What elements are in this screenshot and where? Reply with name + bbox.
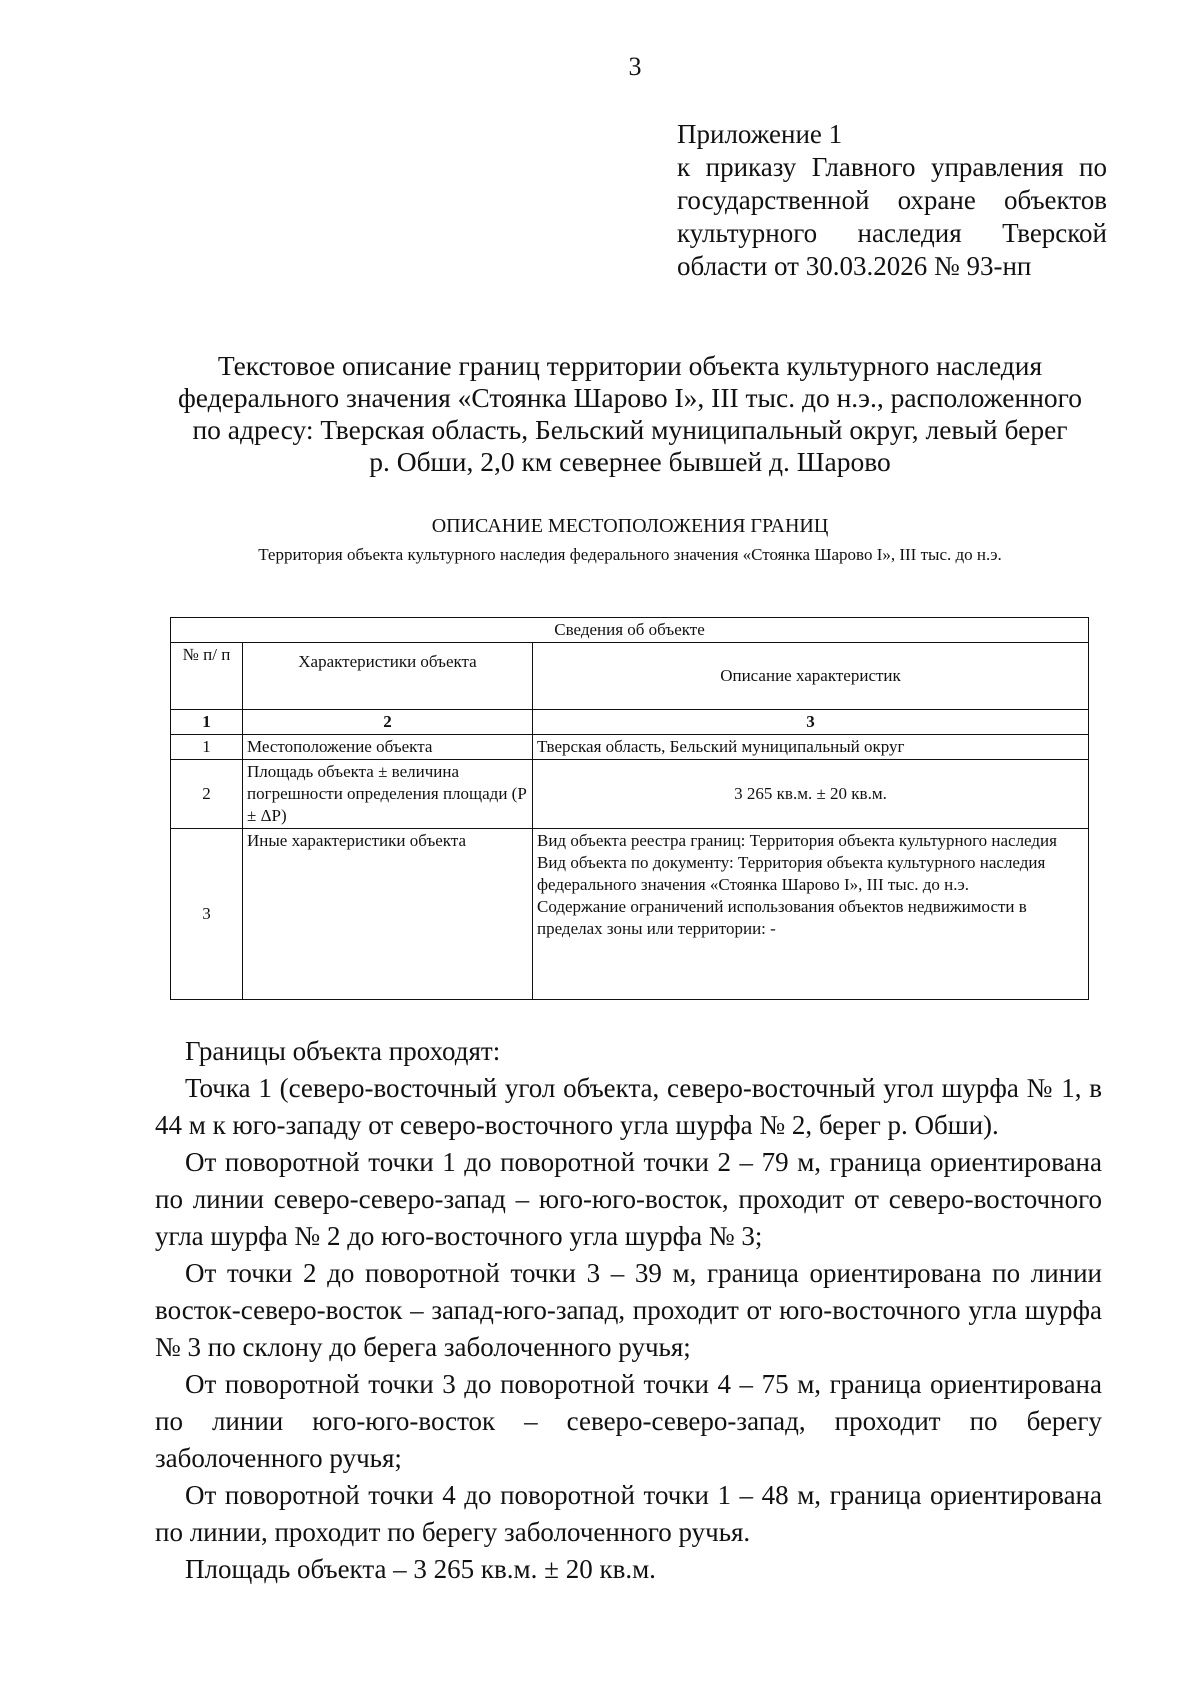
row-1-desc: Тверская область, Бельский муниципальный округ xyxy=(533,735,1089,760)
table-row xyxy=(171,829,1089,1000)
annex-line-3: государственной охране объектов xyxy=(677,185,1107,215)
row-1-name: Местоположение объекта xyxy=(243,735,533,760)
annex-block xyxy=(677,118,1107,283)
paragraph-segment-2-3: От точки 2 до поворотной точки 3 – 39 м, граница ориентирована по линии восток-северо-восток – запад-юго-запад, проходит от юго-восточного угла шурфа № 3 по склону до берега заболоченного ручья; xyxy=(155,1258,1102,1362)
paragraph-area: Площадь объекта – 3 265 кв.м. ± 20 кв.м. xyxy=(185,1554,656,1584)
paragraph-intro: Границы объекта проходят: xyxy=(185,1036,501,1066)
section-heading: ОПИСАНИЕ МЕСТОПОЛОЖЕНИЯ ГРАНИЦ xyxy=(431,515,829,537)
annex-line-2: к приказу Главного управления по xyxy=(677,152,1107,182)
paragraph-segment-1-2: От поворотной точки 1 до поворотной точки 2 – 79 м, граница ориентирована по линии северо-северо-запад – юго-юго-восток, проходит от северо-восточного угла шурфа № 2 до юго-восточного угла шурфа № 3; xyxy=(155,1147,1102,1251)
table-row xyxy=(171,735,1089,760)
header-characteristics: Характеристики объекта xyxy=(243,643,533,710)
row-3-number: 3 xyxy=(171,829,243,1000)
col-number-1: 1 xyxy=(171,710,243,735)
object-info-table xyxy=(170,617,1089,1000)
paragraph-segment-3-4: От поворотной точки 3 до поворотной точки 4 – 75 м, граница ориентирована по линии юго-юго-восток – северо-северо-запад, проходит по берегу заболоченного ручья; xyxy=(155,1369,1102,1473)
title-line-4: р. Обши, 2,0 км севернее бывшей д. Шарово xyxy=(369,446,891,477)
row-2-desc: 3 265 кв.м. ± 20 кв.м. xyxy=(533,760,1089,829)
document-title xyxy=(150,350,1110,478)
row-1-number: 1 xyxy=(171,735,243,760)
title-line-1: Текстовое описание границ территории объекта культурного наследия xyxy=(217,350,1043,381)
annex-line-5: области от 30.03.2026 № 93-нп xyxy=(677,251,1032,281)
row-3-name: Иные характеристики объекта xyxy=(243,829,533,1000)
page-number: 3 xyxy=(628,52,642,81)
title-line-2: федерального значения «Стоянка Шарово I», III тыс. до н.э., расположенного xyxy=(177,382,1083,413)
boundary-description xyxy=(155,1033,1102,1588)
title-line-3: по адресу: Тверская область, Бельский муниципальный округ, левый берег xyxy=(192,414,1068,445)
header-description: Описание характеристик xyxy=(533,643,1089,710)
col-number-2: 2 xyxy=(243,710,533,735)
annex-line-4: культурного наследия Тверской xyxy=(677,218,1107,248)
table-row xyxy=(171,760,1089,829)
row-2-name: Площадь объекта ± величина погрешности определения площади (P ± ΔP) xyxy=(243,760,533,829)
row-3-desc-2: Вид объекта по документу: Территория объекта культурного наследия федерального значения «Стоянка Шарово I», III тыс. до н.э. xyxy=(537,853,1046,894)
row-3-desc-1: Вид объекта реестра границ: Территория объекта культурного наследия xyxy=(537,831,1057,850)
row-2-number: 2 xyxy=(171,760,243,829)
col-number-3: 3 xyxy=(533,710,1089,735)
annex-line-1: Приложение 1 xyxy=(677,119,843,149)
paragraph-point-1: Точка 1 (северо-восточный угол объекта, северо-восточный угол шурфа № 1, в 44 м к юго-западу от северо-восточного угла шурфа № 2, берег р. Обши). xyxy=(155,1073,1102,1140)
row-3-desc xyxy=(533,829,1089,1000)
paragraph-segment-4-1: От поворотной точки 4 до поворотной точки 1 – 48 м, граница ориентирована по линии, проходит по берегу заболоченного ручья. xyxy=(155,1480,1102,1547)
row-3-desc-3: Содержание ограничений использования объектов недвижимости в пределах зоны или территории: - xyxy=(537,897,1027,938)
header-number: № п/ п xyxy=(171,643,243,710)
table-caption: Сведения об объекте xyxy=(171,618,1089,643)
section-subheading: Территория объекта культурного наследия федерального значения «Стоянка Шарово I», III тыс. до н.э. xyxy=(258,545,1002,564)
